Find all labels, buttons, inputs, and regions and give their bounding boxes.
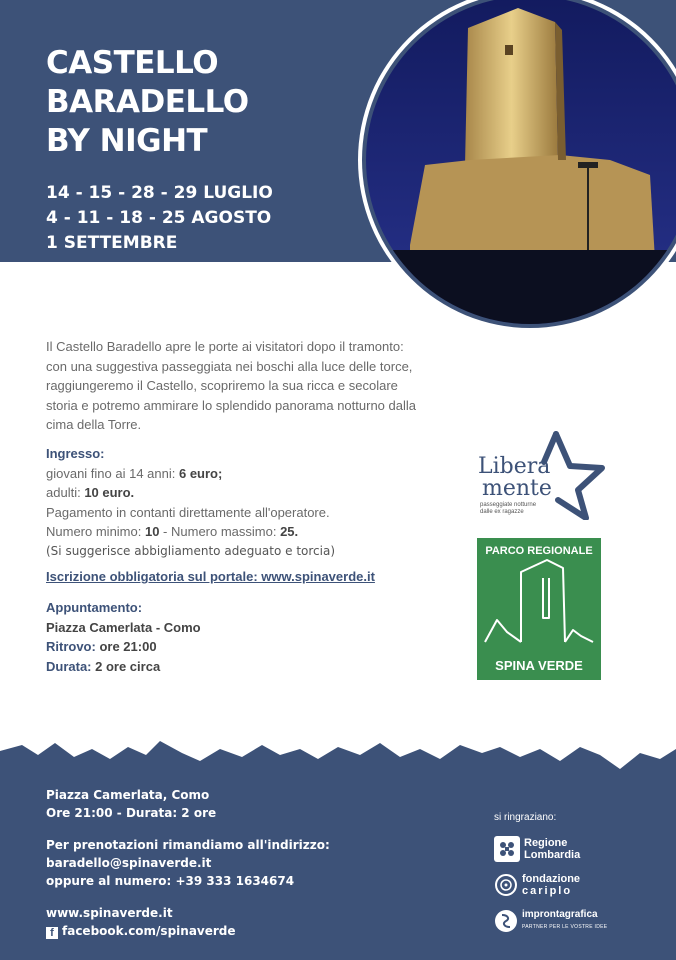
durata-label: Durata: xyxy=(46,658,96,674)
max-label: - Numero massimo: xyxy=(159,524,281,539)
libera-tagline: passeggiate notturne dalle ex ragazze xyxy=(480,502,537,515)
admission-heading: Ingresso: xyxy=(46,446,105,461)
adult-price-row xyxy=(46,483,406,503)
clothing-note: (Si suggerisce abbigliamento adeguato e torcia) xyxy=(46,543,336,558)
min-label: Numero minimo: xyxy=(46,524,145,539)
footer-time: Ore 21:00 - Durata: 2 ore xyxy=(46,806,217,820)
park-logo xyxy=(477,538,601,680)
park-logo-top: PARCO REGIONALE xyxy=(485,545,593,557)
regione-lombardia-logo xyxy=(494,836,580,862)
min-value: 10 xyxy=(144,524,160,539)
dates-line-2: 4 - 11 - 18 - 25 AGOSTO xyxy=(46,208,272,228)
event-description: Il Castello Baradello apre le porte ai visitatori dopo il tramonto: con una suggestiva passeggiata nei boschi alla luce delle torce, raggiungeremo il Castello, scopriremo la sua ricca e secolare storia e potremo ammirare lo splendido panorama notturno dalla cima della Torre. xyxy=(46,339,416,432)
footer-website[interactable]: www.spinaverde.it xyxy=(46,906,173,920)
fondazione-line-2: cariplo xyxy=(522,885,573,897)
fondazione-cariplo-icon xyxy=(494,873,518,897)
ritrovo-label: Ritrovo: xyxy=(46,639,100,654)
appointment-heading: Appuntamento: xyxy=(46,600,143,615)
regione-line-2: Lombardia xyxy=(524,849,581,861)
impronta-line-1: improntagrafica xyxy=(522,909,598,920)
dates-line-1: 14 - 15 - 28 - 29 LUGLIO xyxy=(46,183,273,203)
durata-row xyxy=(46,657,201,677)
fondazione-cariplo-logo xyxy=(494,873,580,897)
improntagrafica-name xyxy=(522,909,607,933)
appointment-info xyxy=(46,598,201,676)
booking-email[interactable]: baradello@spinaverde.it xyxy=(46,856,212,870)
park-logo-bottom: SPINA VERDE xyxy=(495,658,583,673)
youth-label: giovani fino ai 14 anni: xyxy=(46,465,179,481)
youth-price: 6 euro; xyxy=(178,465,223,481)
admission-info xyxy=(46,444,406,561)
durata-value: 2 ore circa xyxy=(95,658,161,674)
fondazione-cariplo-name xyxy=(522,873,580,897)
impronta-tagline: PARTNER PER LE VOSTRE IDEE xyxy=(522,924,608,930)
title-line-3: BY NIGHT xyxy=(46,123,208,159)
footer-info xyxy=(46,786,330,940)
tower xyxy=(465,8,558,165)
regione-lombardia-icon xyxy=(494,836,520,862)
footer-place: Piazza Camerlata, Como xyxy=(46,788,210,802)
group-size-row xyxy=(46,522,406,542)
facebook-icon: f xyxy=(46,927,58,939)
appointment-place: Piazza Camerlata - Como xyxy=(46,619,201,635)
footer-facebook-row[interactable] xyxy=(46,922,330,940)
regione-line-1: Regione xyxy=(524,837,568,849)
thanks-label: si ringraziano: xyxy=(494,812,557,823)
max-value: 25. xyxy=(280,524,299,539)
adult-label: adulti: xyxy=(46,485,85,500)
dates-line-3: 1 SETTEMBRE xyxy=(46,233,178,253)
libera-line-2: mente xyxy=(482,476,552,501)
liberamente-wordmark xyxy=(478,456,552,500)
title-line-1: CASTELLO xyxy=(46,45,219,81)
improntagrafica-icon xyxy=(494,909,518,933)
libera-line-1: Libera xyxy=(478,454,551,479)
ritrovo-value: ore 21:00 xyxy=(99,639,157,654)
improntagrafica-logo xyxy=(494,909,607,933)
signup-link[interactable]: Iscrizione obbligatoria sul portale: www.spinaverde.it xyxy=(46,569,375,584)
fondazione-line-1: fondazione xyxy=(522,873,581,885)
ritrovo-row xyxy=(46,637,201,657)
castle-photo xyxy=(350,0,676,360)
youth-price-row xyxy=(46,464,406,484)
regione-lombardia-name xyxy=(524,837,580,861)
event-dates xyxy=(46,181,273,256)
facebook-link[interactable]: facebook.com/spinaverde xyxy=(62,924,236,938)
booking-intro: Per prenotazioni rimandiamo all'indirizzo: xyxy=(46,838,330,852)
liberamente-logo xyxy=(474,430,609,520)
title-line-2: BARADELLO xyxy=(46,84,249,120)
adult-price: 10 euro. xyxy=(84,485,135,500)
event-title xyxy=(46,44,249,161)
payment-text: Pagamento in contanti direttamente all'operatore. xyxy=(46,504,330,520)
booking-phone[interactable]: oppure al numero: +39 333 1634674 xyxy=(46,874,295,888)
